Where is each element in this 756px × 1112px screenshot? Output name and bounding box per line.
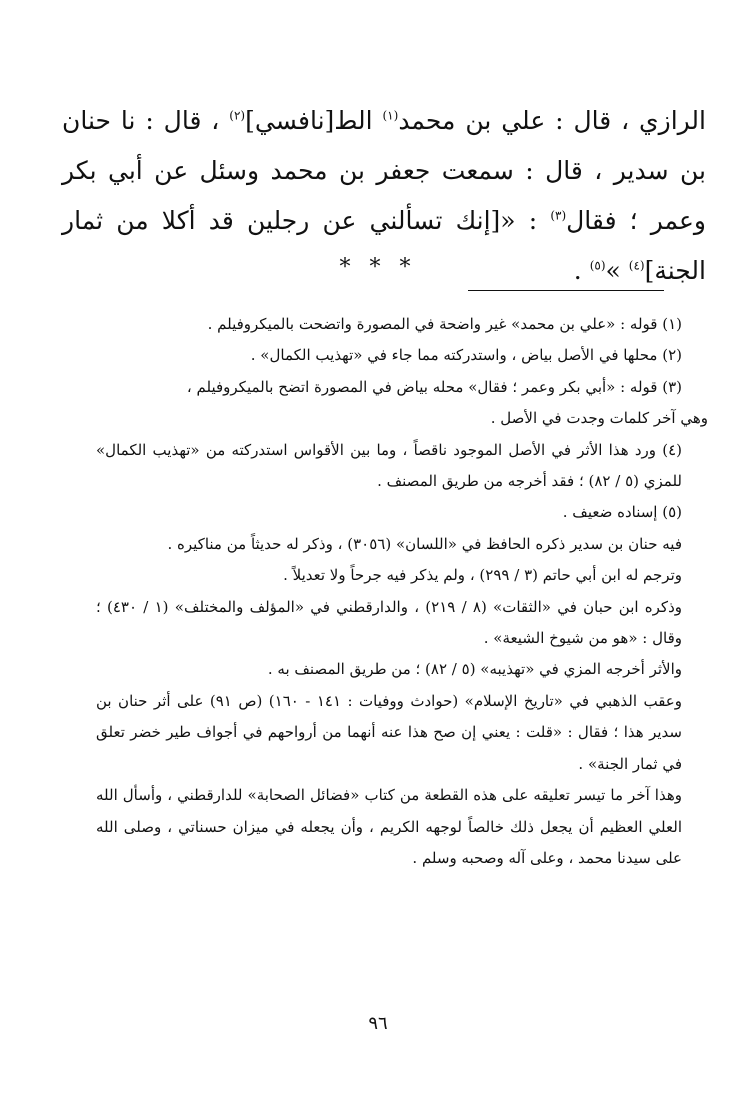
section-separator: * * * xyxy=(339,255,417,280)
footnote-divider xyxy=(468,290,664,291)
footnote-ref-5: (٥) xyxy=(589,258,606,273)
footnote-2: (٢) محلها في الأصل بياض ، واستدركته مما جاء في «تهذيب الكمال» . xyxy=(250,346,682,365)
footnote-5-paragraph: وهذا آخر ما تيسر تعليقه على هذه القطعة من كتاب «فضائل الصحابة» للدارقطني ، وأسأل الله العلي العظيم أن يجعل ذلك خالصاً لوجهه الكريم ، وأن يجعله في ميزان حسناتي ، وصلى الله على سيدنا محمد ، وعلى آله وصحبه وسلم . xyxy=(96,786,682,867)
footnote-5-paragraph: فيه حنان بن سدير ذكره الحافظ في «اللسان» (٣٠٥٦) ، وذكر له حديثاً من مناكيره . xyxy=(167,534,682,553)
footnotes-block xyxy=(96,309,708,874)
footnote-4: (٤) ورد هذا الأثر في الأصل الموجود ناقصاً ، وما بين الأقواس استدركته من «تهذيب الكمال» للمزي (٥ / ٨٢) ؛ فقد أخرجه من طريق المصنف . xyxy=(96,440,682,491)
footnote-5-paragraph: وترجم له ابن أبي حاتم (٣ / ٢٩٩) ، ولم يذكر فيه جرحاً ولا تعديلاً . xyxy=(283,566,682,585)
footnote-ref-1: (١) xyxy=(382,108,399,123)
footnote-3-continuation: وهي آخر كلمات وجدت في الأصل . xyxy=(490,409,708,428)
main-text-segment: الرازي ، قال : علي بن محمد xyxy=(398,106,706,135)
main-text-segment: . xyxy=(573,256,590,285)
footnote-ref-4: (٤) xyxy=(628,258,645,273)
footnote-5-paragraph: والأثر أخرجه المزي في «تهذيبه» (٥ / ٨٢) ؛ من طريق المصنف به . xyxy=(267,660,682,679)
footnote-3: (٣) قوله : «أبي بكر وعمر ؛ فقال» محله بياض في المصورة اتضح بالميكروفيلم ، xyxy=(186,377,682,396)
page-number: ٩٦ xyxy=(368,1013,388,1034)
main-text-segment: ، قال : نا حنان بن سدير ، قال : سمعت جعفر بن محمد وسئل عن أبي بكر وعمر ؛ فقال xyxy=(62,106,706,235)
main-text-segment: الط[نافسي] xyxy=(245,106,383,135)
footnote-1: (١) قوله : «علي بن محمد» غير واضحة في المصورة واتضحت بالميكروفيلم . xyxy=(207,315,682,333)
footnote-ref-2: (٢) xyxy=(229,108,246,123)
footnote-5: (٥) إسناده ضعيف . xyxy=(562,503,682,522)
main-text-segment: : «[إنك تسألني عن رجلين قد أكلا من ثمار الجنة] xyxy=(62,206,706,285)
footnote-5-paragraph: وعقب الذهبي في «تاريخ الإسلام» (حوادث ووفيات : ١٤١ - ١٦٠) (ص ٩١) على أثر حنان بن سدير هذا ؛ فقال : «قلت : يعني إن صح هذا عنه أنهما من أرواحهم في أجواف طير خضر تعلق في ثمار الجنة» . xyxy=(96,691,682,773)
main-text-segment: » xyxy=(605,256,629,285)
footnote-ref-3: (٣) xyxy=(550,208,567,223)
footnote-5-paragraph: وذكره ابن حبان في «الثقات» (٨ / ٢١٩) ، والدارقطني في «المؤلف والمختلف» (١ / ٤٣٠) ؛ وقال : «هو من شيوخ الشيعة» . xyxy=(96,597,682,648)
